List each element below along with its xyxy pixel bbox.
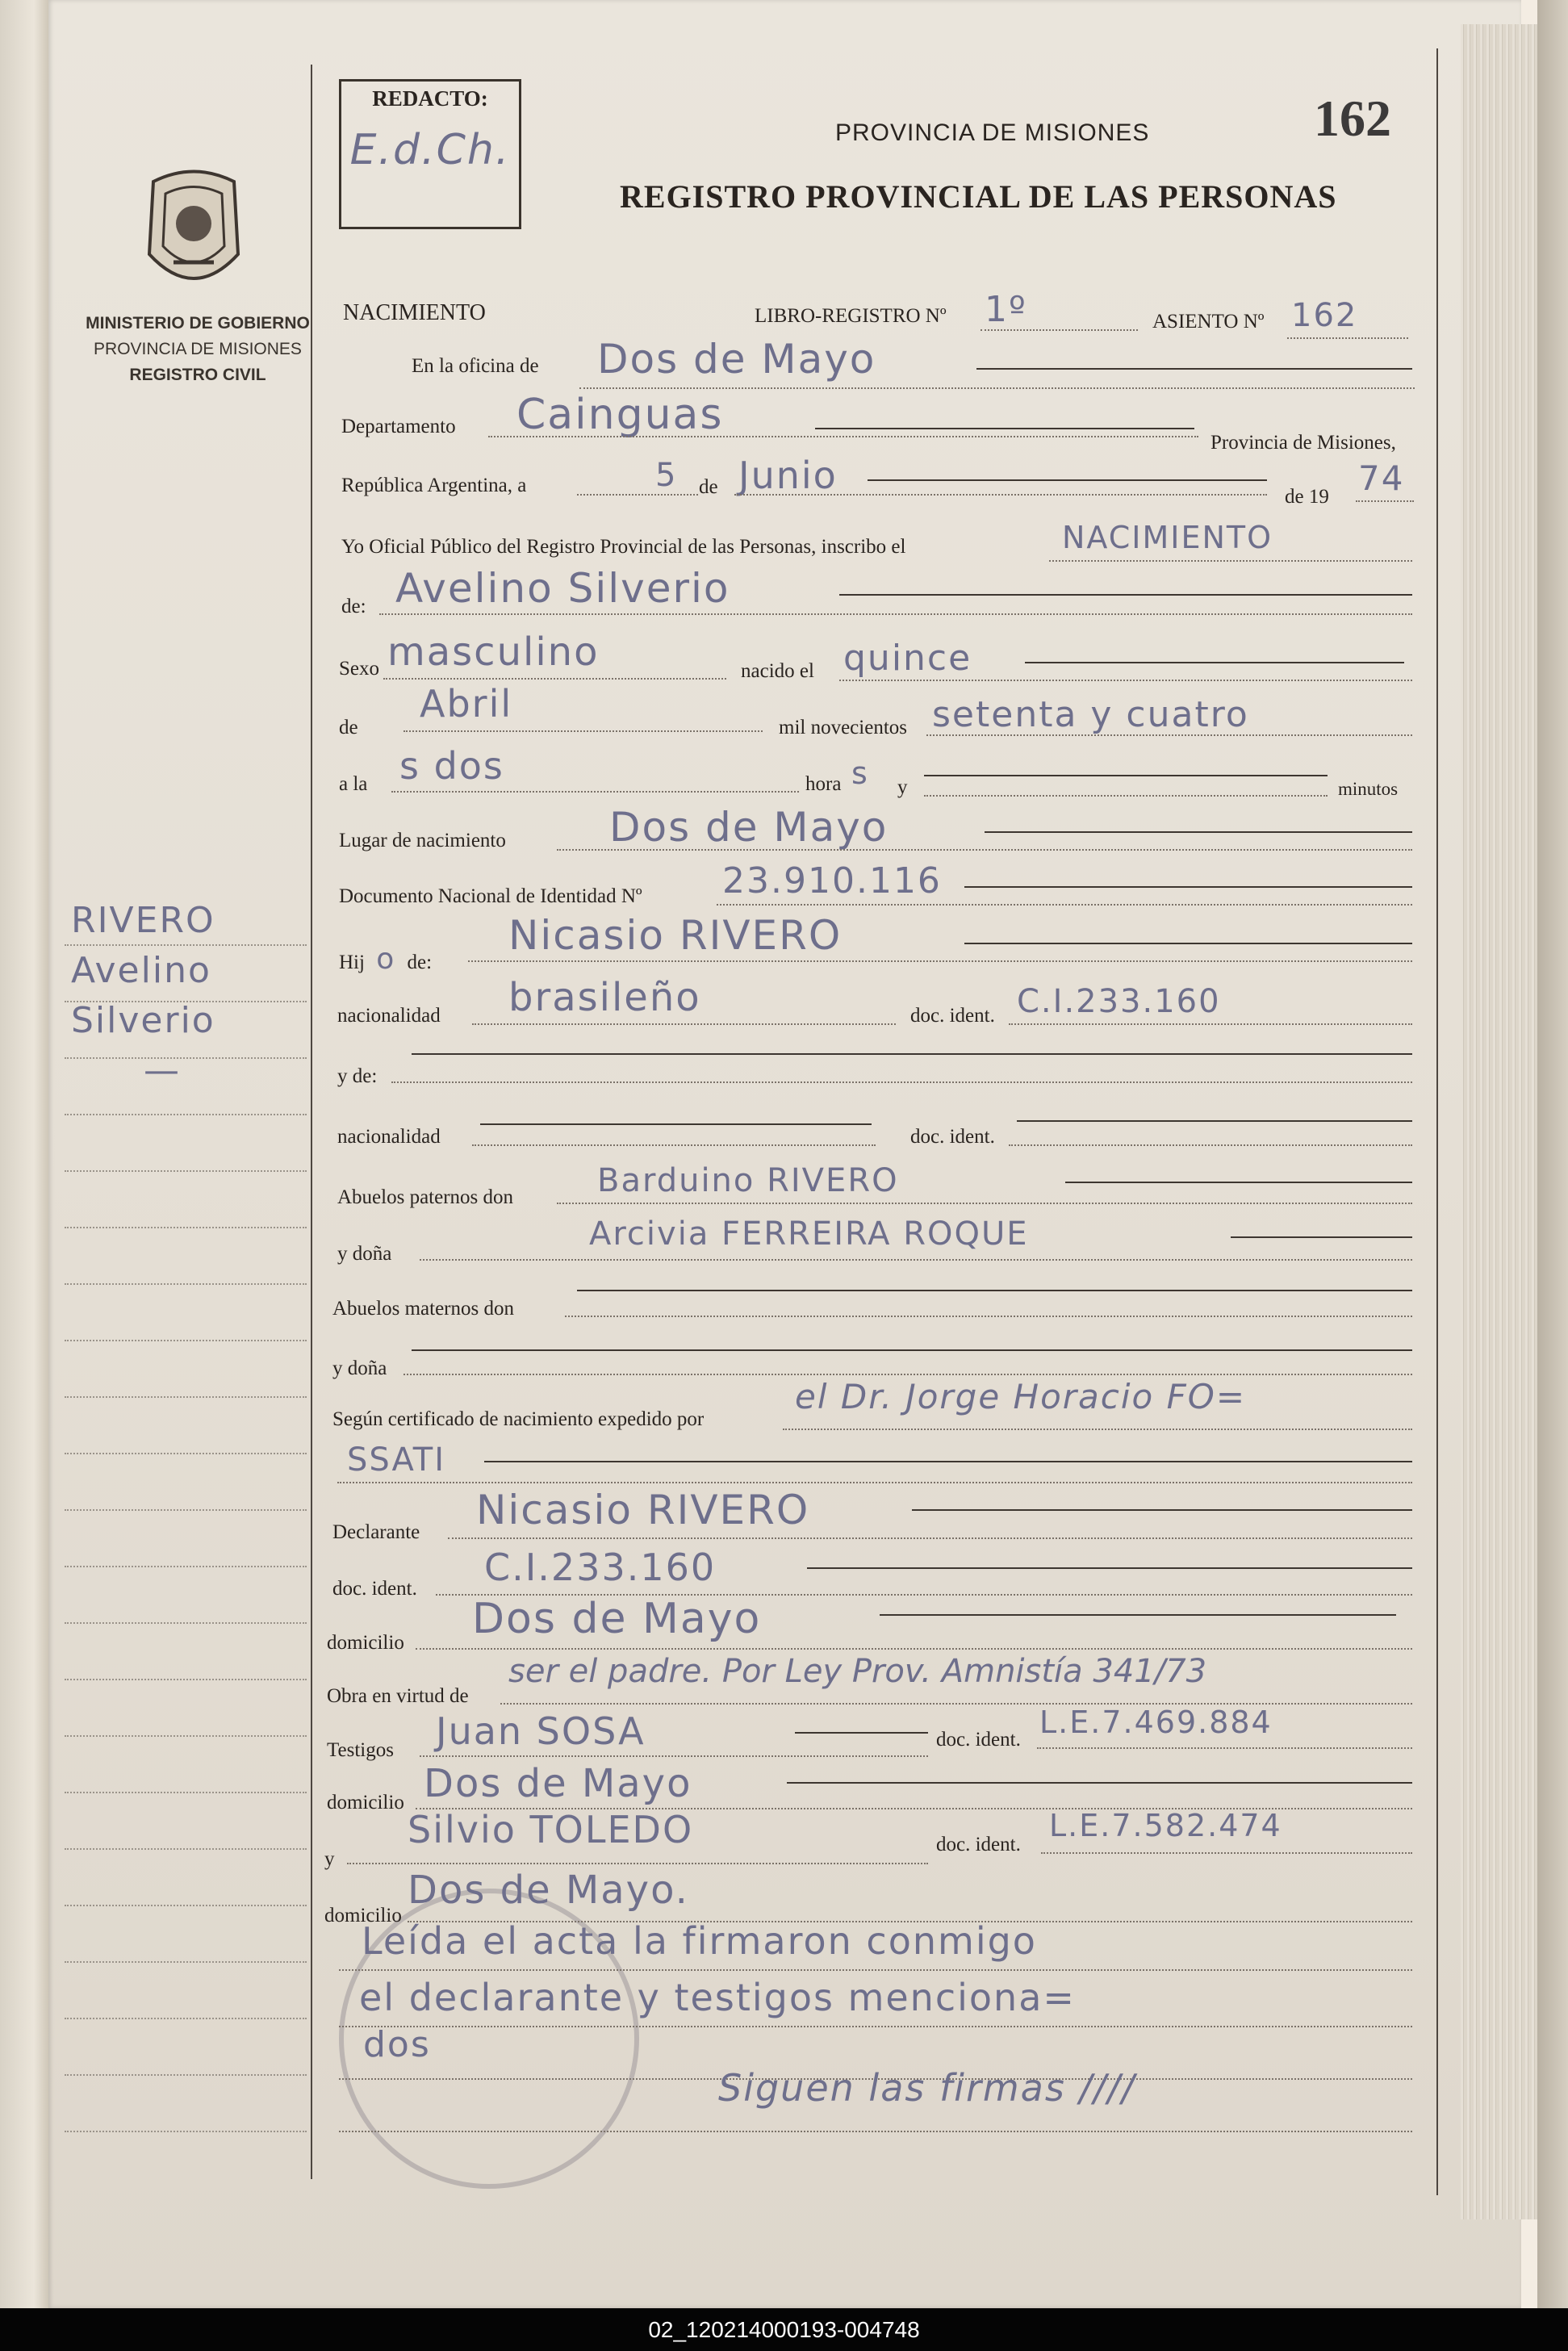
- closing-dots1: [339, 1969, 1412, 1971]
- nacido-dots: [839, 680, 1412, 681]
- oficina-dots: [579, 387, 1415, 389]
- yde-label: y de:: [337, 1065, 378, 1087]
- dia-dots: [577, 494, 698, 496]
- page-title: REGISTRO PROVINCIAL DE LAS PERSONAS: [620, 178, 1337, 215]
- doct2-label: doc. ident.: [936, 1834, 1021, 1855]
- book-edge-shadow: [1537, 0, 1568, 2308]
- nac1-label: nacionalidad: [337, 1005, 441, 1027]
- margin-ruling-line: [65, 1509, 307, 1511]
- redacto-label: REDACTO:: [372, 86, 488, 111]
- y-label: y: [897, 776, 908, 798]
- mes-nac-value: Abril: [420, 682, 513, 726]
- abmat-label: Abuelos maternos don: [332, 1298, 514, 1320]
- nacimiento-heading: NACIMIENTO: [343, 300, 486, 325]
- margin-ruling-line: [65, 2131, 307, 2132]
- doc2-line: [1017, 1120, 1412, 1122]
- binding-edge: [0, 0, 48, 2308]
- de3-label: de: [339, 717, 358, 738]
- margin-ruling-line: [65, 1396, 307, 1398]
- minutos-label: minutos: [1338, 779, 1399, 799]
- nac2-line: [480, 1123, 872, 1125]
- page-stack-edge: [1461, 24, 1537, 2219]
- margin-ruling-line: [65, 2074, 307, 2076]
- cert-label: Según certificado de nacimiento expedido por: [332, 1408, 705, 1430]
- doc1-value: C.I.233.160: [1017, 983, 1221, 1020]
- anio-value: 74: [1358, 458, 1405, 498]
- asiento-value: 162: [1291, 297, 1358, 334]
- abpat-value: Barduino RIVERO: [597, 1162, 899, 1199]
- nacido-line: [1025, 662, 1404, 663]
- cert-line2: [484, 1461, 1412, 1462]
- margin-ruling-line: [65, 1340, 307, 1341]
- dom1-dots: [416, 1648, 1412, 1650]
- asiento-label: ASIENTO Nº: [1152, 311, 1265, 333]
- testigo2-dots: [347, 1863, 928, 1864]
- ministry-block: [73, 311, 323, 388]
- margin-note-dash: —: [144, 1050, 181, 1091]
- doct2-value: L.E.7.582.474: [1049, 1808, 1282, 1843]
- testigos-label: Testigos: [327, 1739, 394, 1761]
- yde-line: [412, 1053, 1412, 1055]
- dom2-line: [787, 1782, 1412, 1784]
- ydona1-value: Arcivia FERREIRA ROQUE: [589, 1215, 1029, 1253]
- sexo-label: Sexo: [339, 658, 379, 680]
- abpat-label: Abuelos paternos don: [337, 1186, 514, 1208]
- testigo2-value: Silvio TOLEDO: [408, 1808, 694, 1851]
- redacto-handwriting: E.d.Ch.: [349, 126, 511, 174]
- doc1-dots: [1009, 1023, 1412, 1025]
- padre-value: Nicasio RIVERO: [508, 912, 843, 959]
- cert-dots2: [337, 1482, 1412, 1483]
- obra-label: Obra en virtud de: [327, 1685, 469, 1707]
- cert-dots1: [783, 1429, 1412, 1430]
- anio-label: de 19: [1285, 486, 1329, 508]
- republica-label: República Argentina, a: [341, 475, 527, 496]
- nacido-label: nacido el: [741, 660, 814, 682]
- nac1-value: brasileño: [508, 975, 701, 1020]
- doct1-dots: [1037, 1747, 1412, 1749]
- y2-label: y: [324, 1848, 335, 1870]
- declarante-value: Nicasio RIVERO: [476, 1487, 810, 1533]
- ydona1-dots: [420, 1259, 1412, 1261]
- margin-ruling-line: [65, 1566, 307, 1567]
- libro-label: LIBRO-REGISTRO Nº: [755, 305, 947, 327]
- dom1-label: domicilio: [327, 1632, 404, 1654]
- nac2-dots: [472, 1144, 876, 1146]
- declarante-label: Declarante: [332, 1521, 420, 1543]
- hijo-o: o: [376, 943, 396, 976]
- margin-ruling-line: [65, 1114, 307, 1115]
- departamento-line: [815, 428, 1194, 429]
- nombre-dots: [379, 613, 1412, 615]
- declarante-dots: [448, 1537, 1412, 1539]
- departamento-label: Departamento: [341, 416, 456, 437]
- dom2-label: domicilio: [327, 1792, 404, 1813]
- dni-value: 23.910.116: [722, 860, 942, 901]
- sexo-value: masculino: [387, 630, 600, 675]
- margin-ruling-line: [65, 1792, 307, 1793]
- hora-label: hora: [805, 773, 842, 795]
- mil-label: mil novecientos: [779, 717, 907, 738]
- hora-dots: [391, 791, 799, 793]
- hijo-label: [339, 943, 432, 976]
- padre-line: [964, 943, 1412, 944]
- doc1-label: doc. ident.: [910, 1005, 995, 1027]
- doct1-value: L.E.7.469.884: [1039, 1705, 1273, 1740]
- closing-line3: dos: [363, 2024, 431, 2065]
- closing-line1: Leída el acta la firmaron conmigo: [362, 1919, 1037, 1963]
- lugar-line: [985, 831, 1412, 833]
- margin-ruling-line: [65, 1453, 307, 1454]
- closing-line2: el declarante y testigos menciona=: [359, 1976, 1076, 2019]
- ydona2-dots: [403, 1374, 1412, 1375]
- oficina-label: En la oficina de: [412, 355, 539, 377]
- margin-ruling-line: [65, 1848, 307, 1850]
- ala-label: a la: [339, 773, 368, 795]
- testigo1-line: [795, 1732, 928, 1734]
- ministry-line1: MINISTERIO DE GOBIERNO: [86, 314, 310, 333]
- lugar-dots: [557, 849, 1412, 851]
- closing-line4: Siguen las firmas ////: [718, 2066, 1136, 2110]
- dni-dots: [717, 904, 1412, 906]
- departamento-dots: [488, 436, 1198, 437]
- province-heading: PROVINCIA DE MISIONES: [835, 119, 1150, 146]
- nac1-dots: [472, 1023, 896, 1025]
- ministry-line2: PROVINCIA DE MISIONES: [94, 340, 302, 358]
- abmat-dots: [565, 1316, 1412, 1317]
- yo-label: Yo Oficial Público del Registro Provincial de las Personas, inscribo el: [341, 536, 906, 558]
- anio-nac-dots: [926, 734, 1412, 736]
- dni-label: Documento Nacional de Identidad Nº: [339, 885, 642, 907]
- ydona1-line: [1231, 1236, 1412, 1238]
- cert-value1: el Dr. Jorge Horacio FO=: [795, 1377, 1247, 1416]
- dia-value: 5: [655, 457, 678, 494]
- abmat-line: [577, 1290, 1412, 1291]
- abpat-line: [1065, 1182, 1412, 1183]
- mes-value: Junio: [738, 454, 838, 497]
- dom1-value: Dos de Mayo: [472, 1595, 762, 1643]
- anio-dots: [1356, 500, 1414, 502]
- ydona1-label: y doña: [337, 1243, 392, 1265]
- hora-hw: s dos: [399, 744, 504, 788]
- nac2-label: nacionalidad: [337, 1126, 441, 1148]
- dom2-value: Dos de Mayo: [424, 1761, 692, 1806]
- margin-ruling-line: [65, 1961, 307, 1963]
- dni-line: [964, 886, 1412, 888]
- oficina-line: [976, 368, 1412, 370]
- mes-dots: [734, 494, 1267, 496]
- margin-ruling-line: [65, 1679, 307, 1680]
- de-label: de: [699, 476, 718, 498]
- testigo1-dots: [420, 1755, 928, 1757]
- doc2-dots: [1009, 1144, 1412, 1146]
- abpat-dots: [557, 1203, 1412, 1204]
- anio-nac-value: setenta y cuatro: [932, 694, 1249, 735]
- dom1-line: [880, 1614, 1396, 1616]
- de2-label: de:: [341, 596, 366, 617]
- yo-dots: [1049, 560, 1412, 562]
- yde-dots: [391, 1081, 1412, 1083]
- ministry-line3: REGISTRO CIVIL: [129, 366, 266, 384]
- doct1-label: doc. ident.: [936, 1729, 1021, 1751]
- margin-note-surname: RIVERO: [71, 900, 215, 941]
- hijo-prefix: Hij: [339, 952, 365, 973]
- minutos-dots: [924, 795, 1328, 797]
- mes-line: [868, 479, 1267, 481]
- margin-ruling-line: [65, 1735, 307, 1737]
- hora-s: s: [851, 755, 869, 791]
- margin-ruling-line: [65, 1283, 307, 1285]
- closing-dots2: [339, 2026, 1412, 2027]
- margin-ruling-line: [65, 1170, 307, 1172]
- dom3-value: Dos de Mayo.: [408, 1868, 689, 1913]
- file-id: 02_120214000193-004748: [648, 2317, 920, 2342]
- asiento-dots: [1287, 337, 1408, 339]
- file-id-bar: [0, 2308, 1568, 2351]
- mes-nac-dots: [403, 730, 763, 732]
- hijo-suffix: de:: [407, 952, 433, 973]
- declarante-line: [912, 1509, 1412, 1511]
- folio-number: 162: [1314, 90, 1391, 147]
- oficina-value: Dos de Mayo: [597, 336, 876, 383]
- right-rule: [1436, 48, 1438, 2195]
- closing-dots4: [339, 2131, 1412, 2132]
- dom3-label: domicilio: [324, 1905, 402, 1926]
- margin-ruling-line: [65, 2018, 307, 2019]
- redacto-box: [339, 79, 521, 229]
- ydona2-line: [412, 1349, 1412, 1351]
- docdecl-value: C.I.233.160: [484, 1546, 717, 1589]
- nombre-line: [839, 594, 1412, 596]
- provincial-seal: [137, 165, 250, 299]
- margin-ruling-line: [65, 1905, 307, 1906]
- margin-note-first: Avelino: [71, 950, 211, 991]
- nombre-value: Avelino Silverio: [395, 565, 730, 612]
- obra-value: ser el padre. Por Ley Prov. Amnistía 341/73: [508, 1653, 1207, 1690]
- doct2-dots: [1041, 1852, 1412, 1854]
- docdecl-line: [807, 1567, 1412, 1569]
- lugar-label: Lugar de nacimiento: [339, 830, 506, 851]
- margin-ruling-line: [65, 1622, 307, 1624]
- minutos-line: [924, 775, 1328, 776]
- cert-value2: SSATI: [347, 1441, 446, 1479]
- yo-value: NACIMIENTO: [1062, 520, 1273, 555]
- obra-dots: [500, 1703, 1412, 1705]
- margin-ruling-line: [65, 1227, 307, 1228]
- ydona2-label: y doña: [332, 1357, 387, 1379]
- departamento-value: Cainguas: [516, 391, 724, 439]
- provincia-label: Provincia de Misiones,: [1210, 432, 1396, 454]
- nacido-value: quince: [843, 638, 972, 679]
- libro-dots: [981, 329, 1138, 331]
- margin-note: [71, 896, 215, 1096]
- libro-value: 1º: [985, 289, 1027, 330]
- doc2-label: doc. ident.: [910, 1126, 995, 1148]
- docdecl-label: doc. ident.: [332, 1578, 417, 1600]
- padre-dots: [468, 960, 1412, 962]
- lugar-value: Dos de Mayo: [609, 804, 889, 851]
- sexo-dots: [383, 678, 726, 680]
- testigo1-value: Juan SOSA: [436, 1709, 646, 1753]
- margin-note-second: Silverio: [71, 1000, 215, 1041]
